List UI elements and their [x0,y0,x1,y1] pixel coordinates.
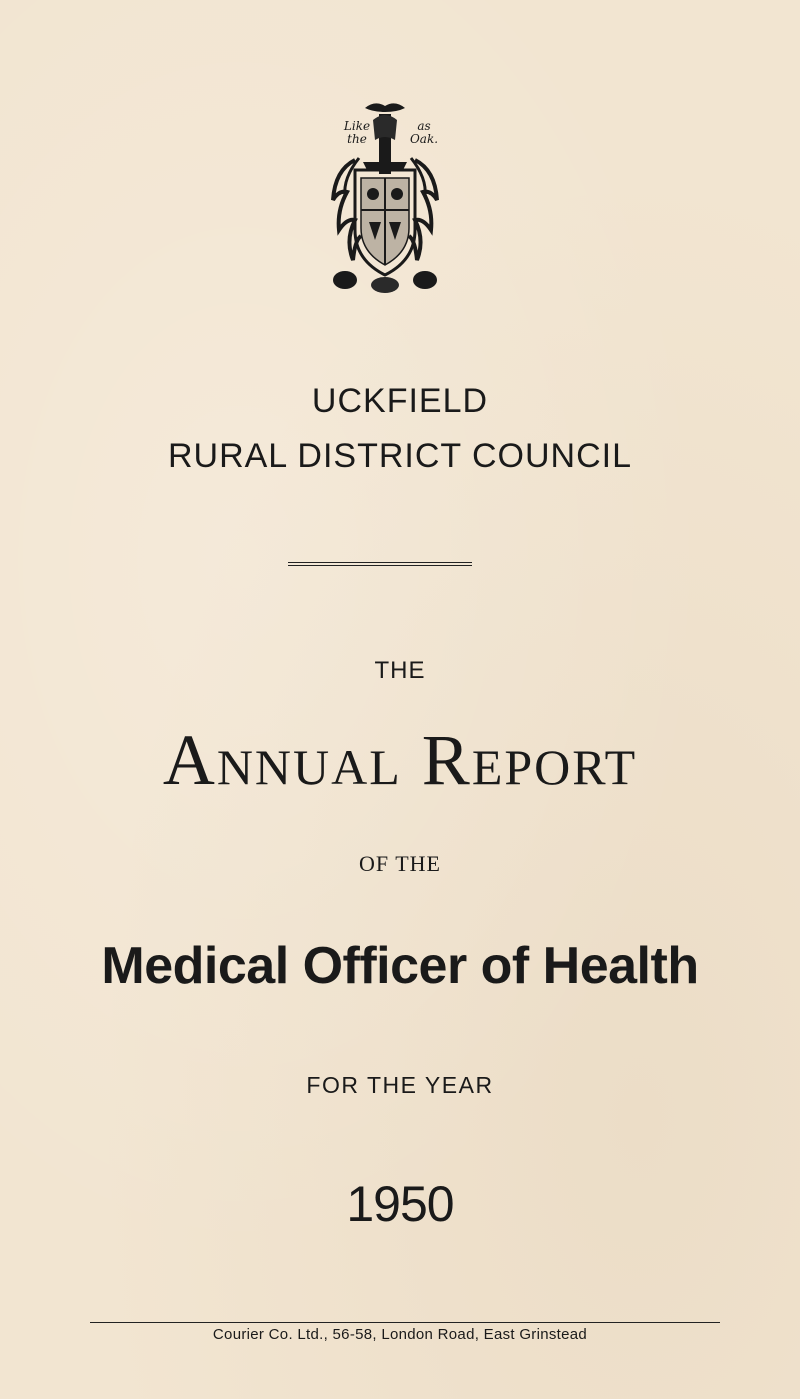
title-year: 1950 [346,1176,454,1232]
council-name-line2: RURAL DISTRICT COUNCIL [167,437,633,475]
title-of-the: OF THE [359,851,441,876]
crest-motto-left: Like the [343,119,371,146]
title-medical-officer: Medical Officer of Health [101,937,699,995]
divider-rule-top [288,562,472,563]
council-name-line1: UCKFIELD [311,382,489,420]
title-for-the-year: FOR THE YEAR [306,1072,494,1098]
title-annual-report: Annual Report [162,720,638,800]
divider-rule-bottom [288,565,472,566]
printer-imprint: Courier Co. Ltd., 56-58, London Road, East Grinstead [212,1326,588,1343]
title-the: THE [374,657,426,684]
crest-motto-right: as Oak. [409,119,439,146]
footer-rule [90,1322,720,1323]
